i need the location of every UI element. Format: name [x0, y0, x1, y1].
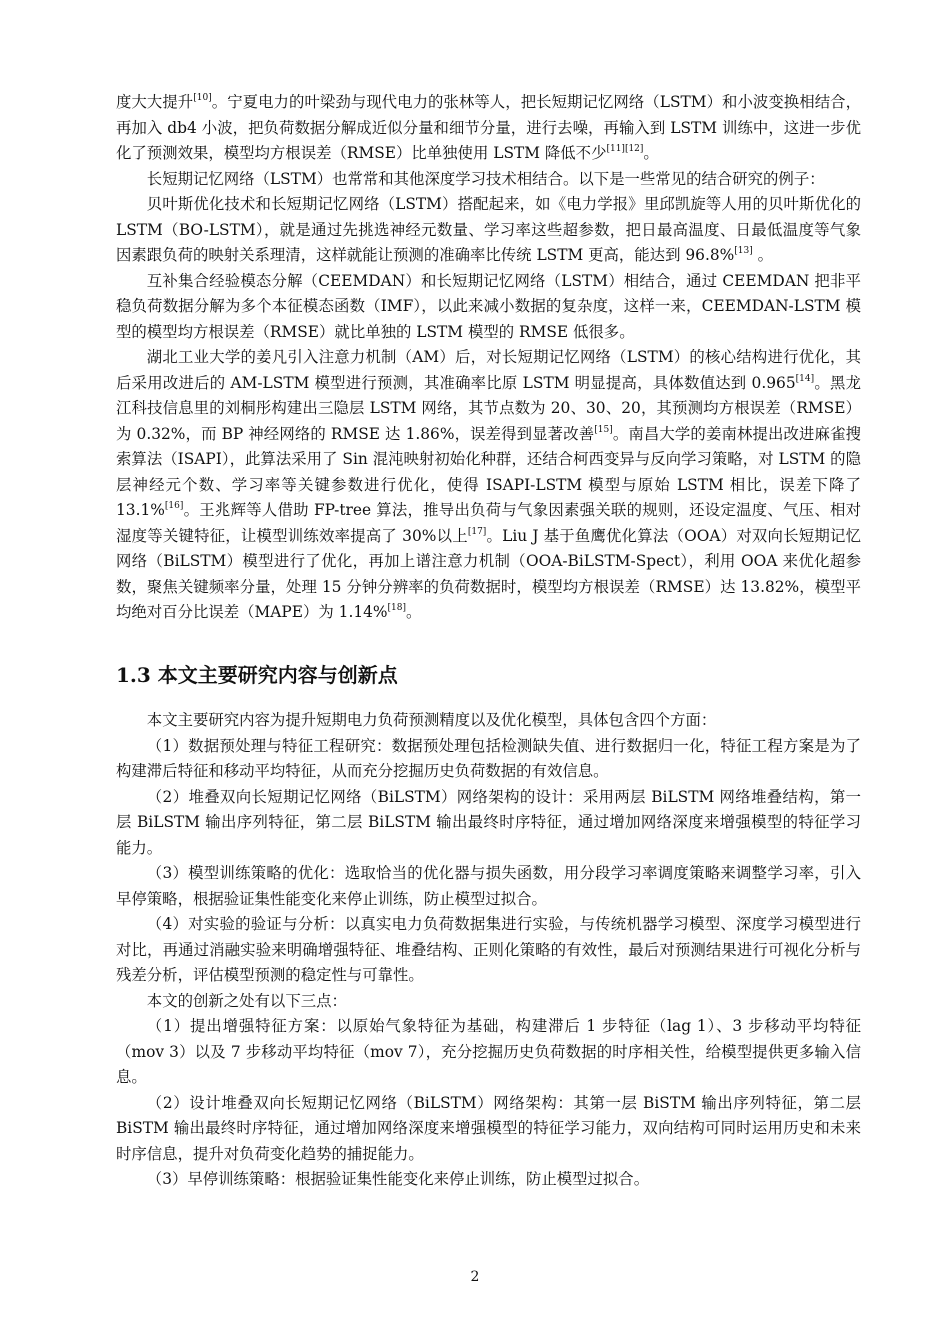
citation-ref: [10]: [193, 93, 212, 103]
paragraph-p3: [116, 269, 861, 346]
citation-ref: [18]: [387, 603, 407, 613]
paragraph-p1: [116, 167, 861, 193]
citation-ref: [17]: [467, 526, 487, 537]
paragraph-q0: [116, 708, 861, 734]
paragraph-q5: [116, 989, 861, 1015]
text-run: 。宁夏电力的叶梁劲与现代电力的张林等人，把长短期记忆网络（LSTM）和小波变换相结合，再加入 db4 小波，把负荷数据分解成近似分量和细节分量，进行去噪，再输入到 LSTM 训练中，这进一步优化了预测效果，模型均方根误差（RMSE）比单独使用 LSTM 降低不少: [116, 93, 861, 162]
paragraph-p4: [116, 345, 861, 626]
text-run: 互补集合经验模态分解（CEEMDAN）和长短期记忆网络（LSTM）相结合，通过 CEEMDAN 把非平稳负荷数据分解为多个本征模态函数（IMF），以此来减小数据的复杂度，这样一来，CEEMDAN-LSTM 模型的模型均方根误差（RMSE）就比单独的 LSTM 模型的 RMSE 低很多。: [116, 271, 861, 341]
paragraph-q3: [116, 861, 861, 912]
paragraph-q1: [116, 734, 861, 785]
citation-ref: [13]: [734, 246, 753, 256]
body-text-lower: [116, 708, 861, 1193]
text-run: （1）数据预处理与特征工程研究：数据预处理包括检测缺失值、进行数据归一化，特征工程方案是为了构建滞后特征和移动平均特征，从而充分挖掘历史负荷数据的有效信息。: [116, 736, 861, 780]
citation-ref: [11][12]: [606, 144, 644, 154]
text-run: （4）对实验的验证与分析：以真实电力负荷数据集进行实验，与传统机器学习模型、深度学习模型进行对比，再通过消融实验来明确增强特征、堆叠结构、正则化策略的有效性，最后对预测结果进行可视化分析与残差分析，评估模型预测的稳定性与可靠性。: [116, 915, 861, 984]
text-run: 本文主要研究内容为提升短期电力负荷预测精度以及优化模型，具体包含四个方面：: [146, 711, 717, 729]
text-run: 湖北工业大学的姜凡引入注意力机制（AM）后，对长短期记忆网络（LSTM）的核心结构进行优化，其后采用改进后的 AM-LSTM 模型进行预测，其准确率比原 LSTM 明显提高，具体数值达到 0.965: [116, 348, 861, 392]
paragraph-p0: [116, 90, 861, 167]
paragraph-q4: [116, 912, 861, 989]
paragraph-q6: [116, 1014, 861, 1091]
paragraph-q7: [116, 1091, 861, 1168]
text-run: 贝叶斯优化技术和长短期记忆网络（LSTM）搭配起来，如《电力学报》里邱凯旋等人用的贝叶斯优化的 LSTM（BO-LSTM），就是通过先挑选神经元数量、学习率这些超参数，把日最高温度、日最低温度等气象因素跟负荷的映射关系理清，这样就能让预测的准确率比传统 LSTM 更高，能达到 96.8%: [116, 195, 861, 264]
section-heading: 1.3 本文主要研究内容与创新点: [116, 663, 398, 687]
text-run: 。: [752, 246, 774, 264]
text-run: 本文的创新之处有以下三点：: [146, 991, 347, 1010]
text-run: （3）模型训练策略的优化：选取恰当的优化器与损失函数，用分段学习率调度策略来调整学习率，引入早停策略，根据验证集性能变化来停止训练，防止模型过拟合。: [116, 864, 861, 908]
text-run: 。黑龙江科技信息里的刘桐彤构建出三隐层 LSTM 网络，其节点数为 20、30、20，其预测均方根误差（RMSE）为 0.32%，而 BP 神经网络的 RMSE 达 1.86%，误差得到显著改善: [116, 373, 861, 443]
citation-ref: [14]: [795, 373, 815, 384]
page-number: 2: [470, 1269, 480, 1285]
text-run: （3）早停训练策略：根据验证集性能变化来停止训练，防止模型过拟合。: [146, 1170, 650, 1188]
text-run: 长短期记忆网络（LSTM）也常常和其他深度学习技术相结合。以下是一些常见的结合研究的例子：: [146, 169, 825, 188]
text-run: 。: [406, 603, 422, 621]
paragraph-q8: [116, 1167, 861, 1193]
text-run: （2）设计堆叠双向长短期记忆网络（BiLSTM）网络架构：其第一层 BiSTM 输出序列特征，第二层 BiSTM 输出最终时序特征，通过增加网络深度来增强模型的特征学习能力，双向结构可同时运用历史和未来时序信息，提升对负荷变化趋势的捕捉能力。: [116, 1093, 861, 1163]
paragraph-p2: [116, 192, 861, 269]
text-run: 。南昌大学的姜南林提出改进麻雀搜索算法（ISAPI），此算法采用了 Sin 混沌映射初始化种群，还结合柯西变异与反向学习策略，对 LSTM 的隐层神经元个数、学习率等关键参数进行优化，使得 ISAPI-LSTM 模型与原始 LSTM 相比，误差下降了 13.1%: [116, 424, 861, 519]
citation-ref: [15]: [594, 424, 613, 435]
citation-ref: [16]: [164, 501, 184, 511]
body-text-upper: [116, 90, 861, 626]
text-run: （1）提出增强特征方案：以原始气象特征为基础，构建滞后 1 步特征（lag 1）、3 步移动平均特征（mov 3）以及 7 步移动平均特征（mov 7），充分挖掘历史负荷数据的时序相关性，给模型提供更多输入信息。: [116, 1017, 861, 1086]
text-run: （2）堆叠双向长短期记忆网络（BiLSTM）网络架构的设计：采用两层 BiLSTM 网络堆叠结构，第一层 BiLSTM 输出序列特征，第二层 BiLSTM 输出最终时序特征，通过增加网络深度来增强模型的特征学习能力。: [116, 787, 861, 857]
text-run: 。Liu J 基于鱼鹰优化算法（OOA）对双向长短期记忆网络（BiLSTM）模型进行了优化，再加上谱注意力机制（OOA-BiLSTM-Spect），利用 OOA 来优化超参数，聚焦关键频率分量，处理 15 分钟分辨率的负荷数据时，模型均方根误差（RMSE）达 13.82%，模型平均绝对百分比误差（MAPE）为 1.14%: [116, 526, 861, 621]
text-run: 度大大提升: [116, 93, 194, 111]
text-run: 。: [643, 144, 659, 162]
paragraph-q2: [116, 785, 861, 862]
text-run: 。王兆辉等人借助 FP-tree 算法，推导出负荷与气象因素强关联的规则，还设定温度、气压、相对湿度等关键特征，让模型训练效率提高了 30%以上: [116, 501, 861, 545]
